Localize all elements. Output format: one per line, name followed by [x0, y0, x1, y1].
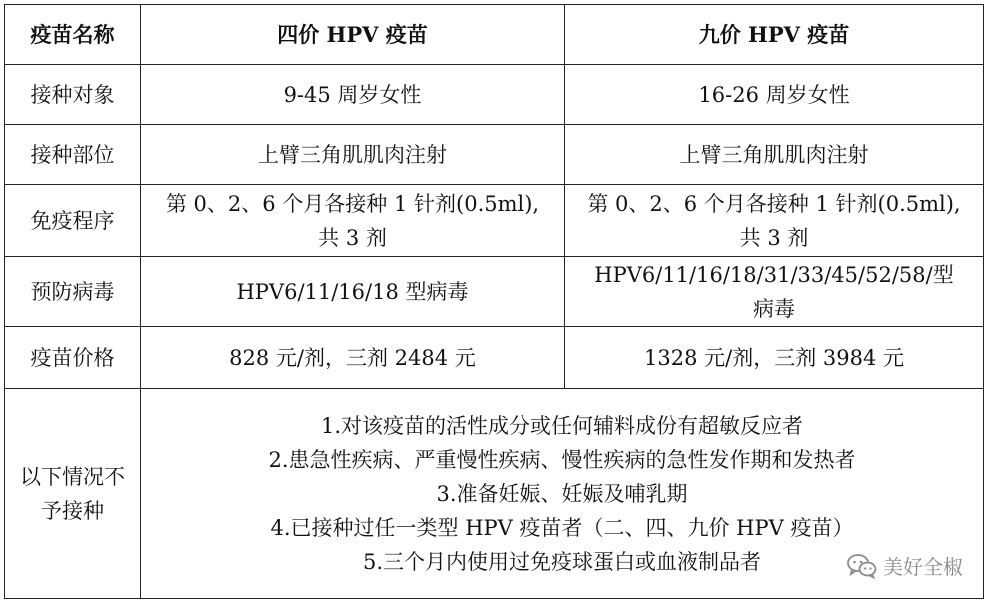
list-item: 5.三个月内使用过免疫球蛋白或血液制品者 — [362, 549, 762, 574]
cell-quad: HPV6/11/16/18 型病毒 — [141, 257, 565, 327]
row-label: 疫苗价格 — [5, 327, 141, 389]
row-label: 接种对象 — [5, 65, 141, 125]
watermark — [847, 551, 963, 580]
table-row — [5, 257, 984, 327]
table-row — [5, 125, 984, 185]
cell-nine: 上臂三角肌肌肉注射 — [565, 125, 984, 185]
contraindication-label — [5, 389, 141, 599]
cell-quad — [141, 185, 565, 257]
vaccine-comparison-table — [4, 4, 984, 599]
header-quadrivalent: 四价 HPV 疫苗 — [141, 5, 565, 65]
list-item: 4.已接种过任一类型 HPV 疫苗者（二、四、九价 HPV 疫苗） — [270, 515, 854, 540]
wechat-icon — [847, 553, 877, 579]
row-label: 免疫程序 — [5, 185, 141, 257]
row-label: 接种部位 — [5, 125, 141, 185]
table-row — [5, 327, 984, 389]
cell-line: 第 0、2、6 个月各接种 1 针剂(0.5ml), — [587, 191, 961, 216]
row-label: 预防病毒 — [5, 257, 141, 327]
cell-nine — [565, 185, 984, 257]
cell-line: HPV6/11/16/18/31/33/45/52/58/型 — [594, 262, 954, 287]
watermark-text: 美好全椒 — [883, 555, 963, 579]
contraindication-row — [5, 389, 984, 599]
cell-nine: 1328 元/剂，三剂 3984 元 — [565, 327, 984, 389]
table-row — [5, 185, 984, 257]
list-item: 2.患急性疾病、严重慢性疾病、慢性疾病的急性发作期和发热者 — [268, 447, 856, 472]
table-header-row — [5, 5, 984, 65]
cell-quad: 9-45 周岁女性 — [141, 65, 565, 125]
cell-nine: 16-26 周岁女性 — [565, 65, 984, 125]
cell-line: 第 0、2、6 个月各接种 1 针剂(0.5ml), — [165, 191, 540, 216]
cell-quad: 上臂三角肌肌肉注射 — [141, 125, 565, 185]
table-row — [5, 65, 984, 125]
cell-quad: 828 元/剂，三剂 2484 元 — [141, 327, 565, 389]
list-item: 3.准备妊娠、妊娠及哺乳期 — [436, 481, 688, 506]
label-line: 以下情况不 — [20, 464, 125, 489]
label-line: 予接种 — [41, 498, 104, 523]
cell-nine — [565, 257, 984, 327]
header-nonavalent: 九价 HPV 疫苗 — [565, 5, 984, 65]
cell-line: 共 3 剂 — [318, 225, 387, 250]
cell-line: 病毒 — [753, 296, 795, 321]
cell-line: 共 3 剂 — [739, 225, 809, 250]
list-item: 1.对该疫苗的活性成分或任何辅料成份有超敏反应者 — [320, 413, 804, 438]
header-vaccine-name: 疫苗名称 — [5, 5, 141, 65]
